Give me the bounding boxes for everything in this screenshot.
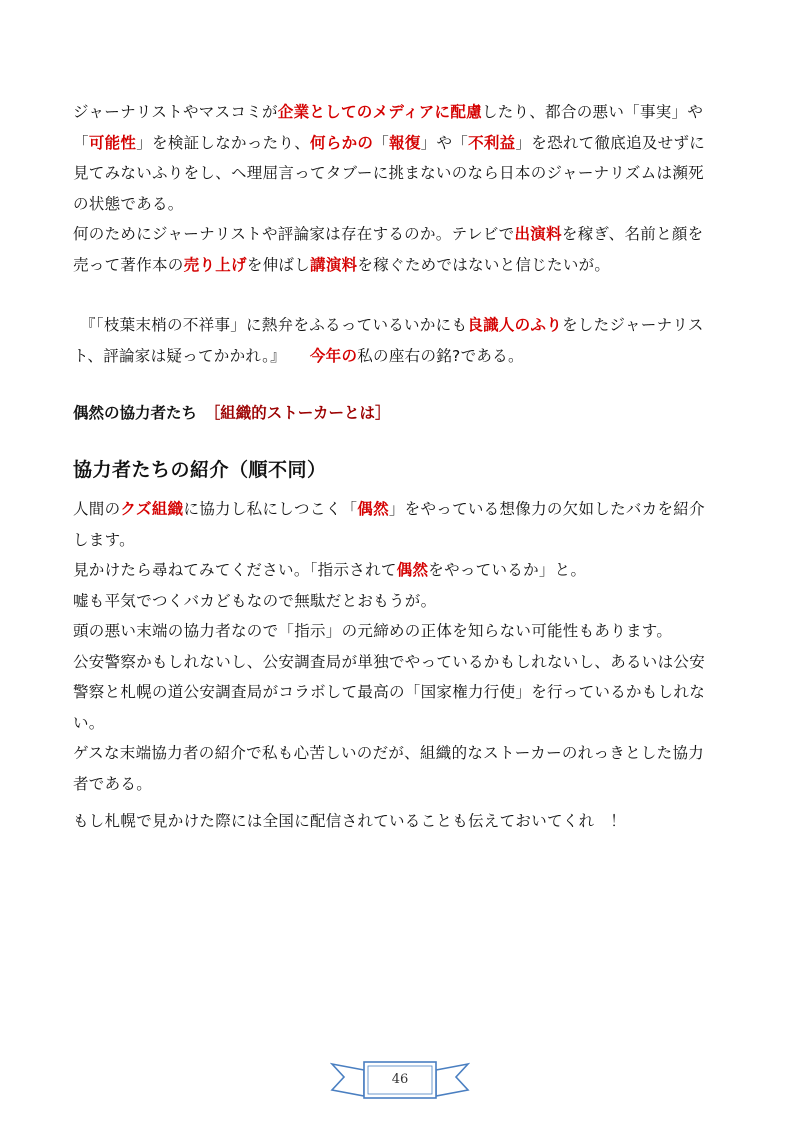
plain-text: 何のためにジャーナリストや評論家は存在するのか。テレビで: [73, 225, 515, 243]
plain-text: 」をやっている想像力の欠如したバカを紹介: [388, 500, 705, 518]
page-number: 46: [391, 1072, 409, 1087]
plain-text: 『「枝葉末梢の不祥事」に熱弁をふるっているいかにも: [80, 316, 468, 334]
plain-text: 「: [373, 133, 390, 152]
highlight-text: 出演料: [514, 225, 562, 243]
text-line: [73, 341, 740, 372]
paragraph-media-criticism: [73, 97, 733, 280]
text-line: [73, 97, 733, 128]
highlight-text: クズ組織: [120, 500, 184, 518]
plain-text: ト、評論家は疑ってかかれ。』: [73, 346, 310, 365]
motto-quote: [73, 310, 740, 371]
text-line: [80, 310, 740, 341]
paragraph-introduction: [73, 494, 733, 799]
text-line: の状態である。: [73, 194, 184, 213]
text-line: [73, 250, 733, 281]
plain-text: 」を検証しなかったり、: [136, 133, 311, 152]
plain-text: を稼ぐためではないと信じたいが。: [357, 255, 611, 274]
section-heading: [73, 401, 390, 423]
plain-text: 見かけたら尋ねてみてください。「指示されて: [73, 561, 397, 579]
highlight-text: 何らかの: [310, 133, 374, 152]
plain-text: 」を恐れて徹底追及せずに: [515, 133, 706, 152]
highlight-text: 不利益: [468, 133, 516, 152]
highlight-text: 良識人のふり: [467, 316, 563, 334]
plain-text: を伸ばし: [246, 255, 311, 274]
highlight-text: 今年の: [309, 346, 358, 365]
text-line: 警察と札幌の道公安調査局がコラボして最高の「国家権力行使」を行っているかもしれな: [73, 683, 706, 701]
plain-text: 私の座右の銘?である。: [357, 346, 524, 365]
highlight-text: 可能性: [88, 133, 137, 152]
highlight-text: 売り上げ: [183, 255, 247, 274]
intro-heading: 協力者たちの紹介（順不同）: [73, 459, 327, 481]
section-heading-label: 偶然の協力者たち: [73, 404, 213, 422]
text-line: 者である。: [73, 774, 153, 793]
plain-text: に協力し私にしつこく「: [183, 500, 358, 518]
text-line: い。: [73, 713, 105, 732]
page-number-ribbon: [330, 1056, 470, 1104]
highlight-text: 偶然: [357, 500, 389, 518]
highlight-text: 講演料: [310, 255, 358, 274]
text-line: [73, 494, 733, 525]
plain-text: 売って著作本の: [73, 255, 184, 274]
plain-text: ジャーナリストやマスコミが: [73, 103, 278, 121]
text-line: 嘘も平気でつくバカどもなので無駄だとおもうが。: [73, 591, 437, 610]
plain-text: 」や「: [420, 133, 469, 152]
plain-text: を稼ぎ、名前と顔を: [561, 225, 704, 243]
highlight-text: 企業としてのメディアに配慮: [277, 103, 482, 121]
closing-line: [73, 806, 733, 837]
text-line: [73, 128, 733, 159]
plain-text: 人間の: [73, 500, 121, 518]
text-line: [73, 555, 733, 586]
text-line: ゲスな末端協力者の紹介で私も心苦しいのだが、組織的なストーカーのれっきとした協力: [73, 744, 705, 762]
text-line: 頭の悪い末端の協力者なので「指示」の元締めの正体を知らない可能性もあります。: [73, 622, 673, 640]
text-line: します。: [73, 530, 135, 549]
plain-text: をやっているか」と。: [428, 561, 587, 579]
text-line: もし札幌で見かけた際には全国に配信されていることも伝えておいてくれ ！: [73, 812, 627, 830]
plain-text: したり、都合の悪い「事実」や: [481, 103, 704, 121]
plain-text: をしたジャーナリス: [562, 316, 704, 334]
stalker-link[interactable]: ［組織的ストーカーとは］: [212, 404, 391, 422]
highlight-text: 報復: [389, 133, 421, 152]
plain-text: 「: [73, 133, 89, 152]
text-line: 公安警察かもしれないし、公安調査局が単独でやっているかもしれないし、あるいは公安: [73, 652, 706, 671]
text-line: [73, 219, 733, 250]
text-line: 見てみないふりをし、ヘ理屈言ってタブーに挑まないのなら日本のジャーナリズムは瀕死: [73, 164, 704, 182]
highlight-text: 偶然: [396, 561, 429, 579]
